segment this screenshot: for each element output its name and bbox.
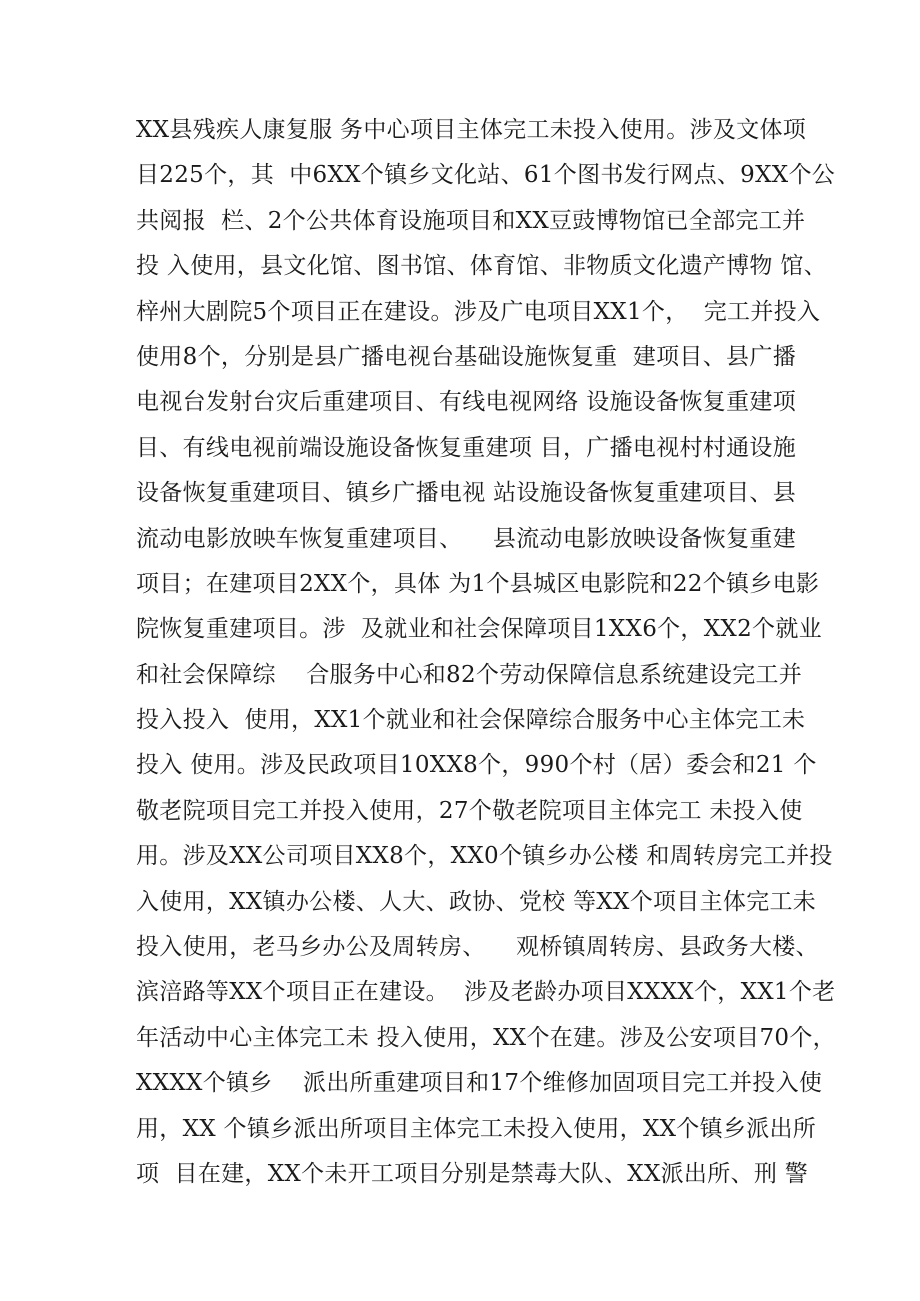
- text-line: 梓州大剧院5个项目正在建设。涉及广电项目XX1个， 完工并投入: [136, 298, 821, 325]
- text-line: 投入 使用。涉及民政项目10XX8个，990个村（居）委会和21 个: [136, 752, 817, 779]
- text-line: 年活动中心主体完工未 投入使用，XX个在建。涉及公安项目70个，: [136, 1024, 836, 1051]
- text-line: 用，XX 个镇乡派出所项目主体完工未投入使用，XX个镇乡派出所: [136, 1115, 817, 1142]
- text-line: 目、有线电视前端设施设备恢复重建项 目，广播电视村村通设施: [136, 434, 797, 461]
- text-line: 投 入使用，县文化馆、图书馆、体育馆、非物质文化遗产博物 馆、: [136, 253, 827, 280]
- text-line: 项 目在建，XX个未开工项目分别是禁毒大队、XX派出所、刑 警: [136, 1160, 809, 1187]
- text-line: 设备恢复重建项目、镇乡广播电视 站设施设备恢复重建项目、县: [136, 480, 797, 507]
- text-line: 院恢复重建项目。涉 及就业和社会保障项目1XX6个，XX2个就业: [136, 616, 822, 643]
- text-line: 共阅报 栏、2个公共体育设施项目和XX豆豉博物馆已全部完工并: [136, 207, 806, 234]
- text-line: 敬老院项目完工并投入使用，27个敬老院项目主体完工 未投入使: [136, 797, 803, 824]
- body-paragraph: [136, 108, 836, 1197]
- text-line: 流动电影放映车恢复重建项目、 县流动电影放映设备恢复重建: [136, 525, 796, 552]
- text-line: 滨涪路等XX个项目正在建设。 涉及老龄办项目XXXX个，XX1个老: [136, 979, 836, 1006]
- text-line: 入使用，XX镇办公楼、人大、政协、党校 等XX个项目主体完工未: [136, 888, 817, 915]
- text-line: XX县残疾人康复服 务中心项目主体完工未投入使用。涉及文体项: [136, 117, 807, 143]
- text-line: 和社会保障综 合服务中心和82个劳动保障信息系统建设完工并: [136, 661, 803, 688]
- text-line: XXXX个镇乡 派出所重建项目和17个维修加固项目完工并投入使: [136, 1070, 823, 1097]
- text-line: 使用8个，分别是县广播电视台基础设施恢复重 建项目、县广播: [136, 343, 796, 370]
- text-line: 投入投入 使用，XX1个就业和社会保障综合服务中心主体完工未: [136, 707, 806, 734]
- text-line: 项目；在建项目2XX个，具体 为1个县城区电影院和22个镇乡电影: [136, 570, 820, 597]
- text-line: 电视台发射台灾后重建项目、有线电视网络 设施设备恢复重建项: [136, 389, 797, 416]
- text-line: 用。涉及XX公司项目XX8个，XX0个镇乡办公楼 和周转房完工并投: [136, 843, 833, 870]
- text-line: 目225个，其 中6XX个镇乡文化站、61个图书发行网点、9XX个公: [136, 162, 836, 189]
- text-line: 投入使用，老马乡办公及周转房、 观桥镇周转房、县政务大楼、: [136, 934, 819, 961]
